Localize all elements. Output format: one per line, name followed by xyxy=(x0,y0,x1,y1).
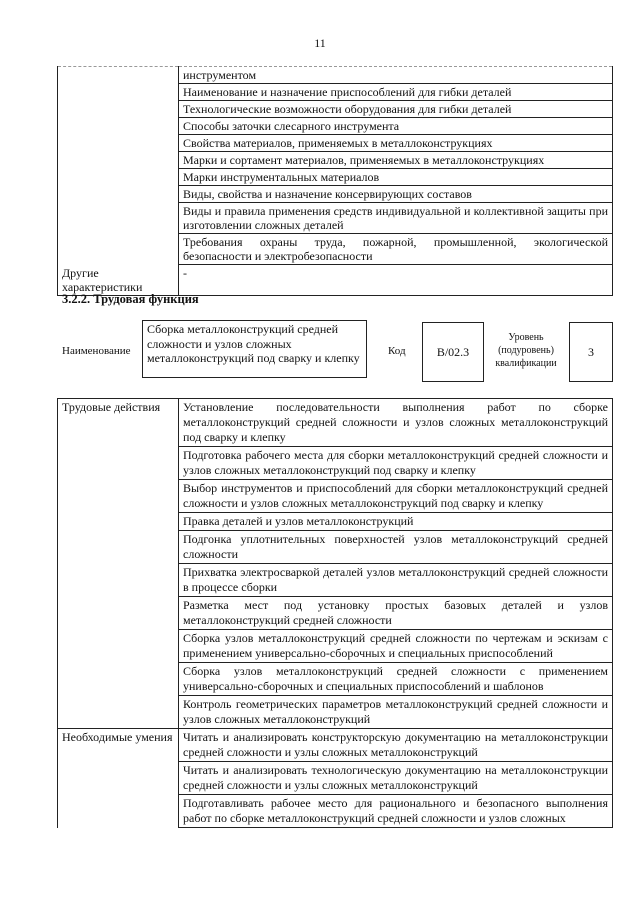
knowledge-table-continuation xyxy=(57,66,613,296)
table-row xyxy=(58,630,613,663)
labor-action-item: Контроль геометрических параметров металлоконструкций средней сложности и узлов сложных металлоконструкций xyxy=(179,696,613,729)
labor-action-item: Правка деталей и узлов металлоконструкций xyxy=(179,513,613,531)
table-row xyxy=(58,531,613,564)
row-category xyxy=(58,84,179,101)
row-text: Требования охраны труда, пожарной, промышленной, экологической безопасности и электробезопасности xyxy=(179,234,613,265)
skill-item: Читать и анализировать конструкторскую документацию на металлоконструкции средней сложности и узлы сложных металлоконструкций xyxy=(179,729,613,762)
table-row xyxy=(58,234,613,265)
row-category xyxy=(58,203,179,234)
labor-action-label-cont xyxy=(58,447,179,480)
row-category xyxy=(58,101,179,118)
row-text: Технологические возможности оборудования для гибки деталей xyxy=(179,101,613,118)
labor-action-item: Подготовка рабочего места для сборки металлоконструкций средней сложности и узлов сложных металлоконструкций под сварку и клепку xyxy=(179,447,613,480)
table-row xyxy=(58,186,613,203)
labor-action-label-cont xyxy=(58,480,179,513)
row-text: Способы заточки слесарного инструмента xyxy=(179,118,613,135)
row-category xyxy=(58,152,179,169)
row-text: Виды и правила применения средств индивидуальной и коллективной защиты при изготовлении сложных деталей xyxy=(179,203,613,234)
labor-action-item: Выбор инструментов и приспособлений для сборки металлоконструкций средней сложности и узлов сложных металлоконструкций под сварку и клепку xyxy=(179,480,613,513)
table-row xyxy=(58,795,613,828)
labor-action-label-cont xyxy=(58,696,179,729)
row-text: Наименование и назначение приспособлений для гибки деталей xyxy=(179,84,613,101)
labor-action-label-cont xyxy=(58,597,179,630)
table-row xyxy=(58,513,613,531)
table-row xyxy=(58,663,613,696)
table-row xyxy=(58,762,613,795)
table-row xyxy=(58,265,613,296)
table-row xyxy=(58,84,613,101)
table-row xyxy=(58,101,613,118)
labor-function-table xyxy=(57,398,613,828)
level-label: Уровень (подуровень) квалификации xyxy=(495,332,557,369)
labor-action-label-cont xyxy=(58,630,179,663)
row-text: Свойства материалов, применяемых в металлоконструкциях xyxy=(179,135,613,152)
skill-label-cont xyxy=(58,762,179,795)
table-row xyxy=(58,118,613,135)
labor-action-label-cont xyxy=(58,663,179,696)
table-row xyxy=(58,399,613,447)
table-row xyxy=(58,696,613,729)
table-row xyxy=(58,203,613,234)
skill-label: Необходимые умения xyxy=(58,729,179,762)
row-category xyxy=(58,234,179,265)
labor-action-item: Разметка мест под установку простых базовых деталей и узлов металлоконструкций средней сложности xyxy=(179,597,613,630)
row-category xyxy=(58,186,179,203)
skill-item: Подготавливать рабочее место для рационального и безопасного выполнения работ по сборке металлоконструкций средней сложности и узлов сложных xyxy=(179,795,613,828)
level-value: 3 xyxy=(569,322,613,382)
row-category xyxy=(58,118,179,135)
row-text: Виды, свойства и назначение консервирующих составов xyxy=(179,186,613,203)
row-text: инструментом xyxy=(179,67,613,84)
table-row xyxy=(58,67,613,84)
row-text: Марки инструментальных материалов xyxy=(179,169,613,186)
table-row xyxy=(58,447,613,480)
skill-label-cont xyxy=(58,795,179,828)
row-category xyxy=(58,169,179,186)
table-row xyxy=(58,152,613,169)
labor-action-label-cont xyxy=(58,513,179,531)
labor-action-label-cont xyxy=(58,531,179,564)
labor-action-item: Сборка узлов металлоконструкций средней сложности с применением универсально-сборочных и специальных приспособлений и шаблонов xyxy=(179,663,613,696)
labor-action-label: Трудовые действия xyxy=(58,399,179,447)
labor-action-item: Сборка узлов металлоконструкций средней сложности по чертежам и эскизам с применением универсально-сборочных и специальных приспособлений xyxy=(179,630,613,663)
table-row xyxy=(58,729,613,762)
name-label: Наименование xyxy=(62,345,131,357)
row-text: Марки и сортамент материалов, применяемых в металлоконструкциях xyxy=(179,152,613,169)
code-label: Код xyxy=(388,345,406,357)
table-row xyxy=(58,135,613,152)
table-row xyxy=(58,480,613,513)
section-heading: 3.2.2. Трудовая функция xyxy=(62,292,199,306)
row-text: - xyxy=(179,265,613,296)
labor-action-item: Прихватка электросваркой деталей узлов металлоконструкций средней сложности в процессе сборки xyxy=(179,564,613,597)
row-category xyxy=(58,67,179,84)
table-row xyxy=(58,597,613,630)
table-row xyxy=(58,169,613,186)
function-code-value: B/02.3 xyxy=(422,322,484,382)
skill-item: Читать и анализировать технологическую документацию на металлоконструкции средней сложности и узлы сложных металлоконструкций xyxy=(179,762,613,795)
labor-action-item: Установление последовательности выполнения работ по сборке металлоконструкций средней сложности и узлов сложных металлоконструкций под сварку и клепку xyxy=(179,399,613,447)
labor-action-label-cont xyxy=(58,564,179,597)
function-name-value: Сборка металлоконструкций средней сложности и узлов сложных металлоконструкций под сварку и клепку xyxy=(142,320,367,378)
row-category xyxy=(58,135,179,152)
table-row xyxy=(58,564,613,597)
labor-action-item: Подгонка уплотнительных поверхностей узлов металлоконструкций средней сложности xyxy=(179,531,613,564)
page-number: 11 xyxy=(314,36,326,50)
function-header xyxy=(0,320,640,384)
row-category: Другие характеристики xyxy=(58,265,179,296)
